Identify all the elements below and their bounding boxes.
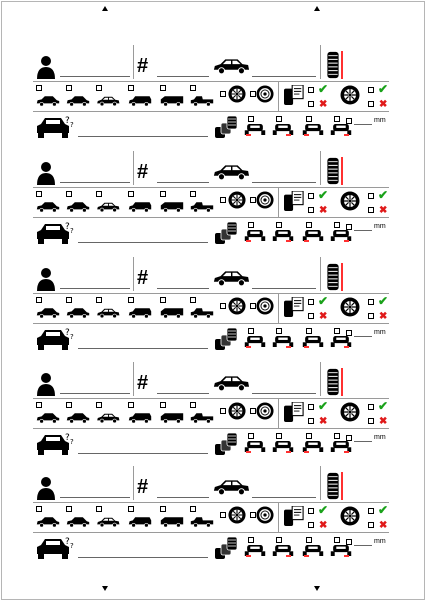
tire-stack-icon	[214, 536, 238, 560]
vehicle-type-checkbox[interactable]	[66, 506, 72, 512]
hatchback-car-icon	[36, 516, 60, 528]
axle-position-checkbox[interactable]	[248, 116, 254, 122]
vehicle-notes-field[interactable]	[78, 453, 208, 454]
car-model-field[interactable]	[252, 393, 316, 394]
wheel-marker	[286, 240, 291, 242]
tire-document-icon	[284, 191, 304, 211]
divider	[133, 45, 134, 79]
divider	[320, 362, 321, 396]
tire-size-icon	[326, 368, 340, 396]
van-icon	[160, 201, 184, 213]
vehicle-notes-field[interactable]	[78, 242, 208, 243]
doc-reject-checkbox[interactable]	[308, 522, 314, 528]
axle-position-checkbox[interactable]	[334, 433, 340, 439]
vehicle-notes-field[interactable]	[78, 136, 208, 137]
vehicle-type-checkbox[interactable]	[160, 402, 166, 408]
tread-depth-checkbox[interactable]	[346, 539, 352, 545]
doc-reject-checkbox[interactable]	[308, 418, 314, 424]
tire-form-block	[0, 466, 425, 566]
tire-form-block	[0, 45, 425, 145]
doc-ok-checkbox[interactable]	[308, 299, 314, 305]
station-wagon-icon	[128, 95, 152, 107]
van-icon	[160, 412, 184, 424]
divider	[278, 187, 279, 217]
customer-name-field[interactable]	[60, 288, 130, 289]
hash-icon: #	[137, 267, 149, 289]
reject-cross-icon: ✖	[319, 311, 328, 322]
station-wagon-icon	[128, 516, 152, 528]
pickup-truck-icon	[190, 201, 214, 213]
divider	[320, 45, 321, 79]
tire-rim-icon	[340, 402, 360, 422]
steel-rim-icon	[256, 85, 274, 103]
tire-document-icon	[284, 85, 304, 105]
wheel-marker	[344, 346, 349, 348]
van-icon	[160, 95, 184, 107]
divider	[320, 257, 321, 291]
hatchback-car-icon	[36, 412, 60, 424]
compact-car-icon	[66, 412, 90, 424]
tire-stack-icon	[214, 327, 238, 351]
vehicle-type-checkbox[interactable]	[36, 297, 42, 303]
doc-ok-checkbox[interactable]	[308, 87, 314, 93]
rim-ok-checkbox[interactable]	[368, 87, 374, 93]
reject-cross-icon: ✖	[319, 205, 328, 216]
doc-ok-checkbox[interactable]	[308, 404, 314, 410]
sedan-car-icon	[212, 374, 250, 392]
axle-position-checkbox[interactable]	[248, 537, 254, 543]
doc-ok-checkbox[interactable]	[308, 193, 314, 199]
vehicle-type-checkbox[interactable]	[66, 85, 72, 91]
tire-stack-icon	[214, 221, 238, 245]
unit-label: mm	[374, 223, 386, 230]
ok-check-icon: ✔	[318, 82, 329, 96]
wheel-marker	[304, 134, 309, 136]
vehicle-type-checkbox[interactable]	[160, 297, 166, 303]
vehicle-type-checkbox[interactable]	[96, 297, 102, 303]
tread-depth-field[interactable]	[354, 545, 372, 546]
hash-icon: #	[137, 55, 149, 77]
tire-size-indicator	[341, 472, 343, 500]
axle-position-checkbox[interactable]	[276, 537, 282, 543]
doc-reject-checkbox[interactable]	[308, 101, 314, 107]
tire-form-block	[0, 362, 425, 462]
divider	[278, 81, 279, 111]
row-separator	[33, 217, 389, 218]
rim-reject-checkbox[interactable]	[368, 101, 374, 107]
ok-check-icon: ✔	[378, 399, 389, 413]
alloy-rim-checkbox[interactable]	[220, 303, 226, 309]
row-separator	[33, 81, 389, 82]
vehicle-type-checkbox[interactable]	[66, 297, 72, 303]
row-separator	[33, 428, 389, 429]
row-separator	[33, 111, 389, 112]
divider	[133, 362, 134, 396]
steel-rim-icon	[256, 402, 274, 420]
tire-rim-icon	[340, 191, 360, 211]
tread-depth-field[interactable]	[354, 441, 372, 442]
station-wagon-icon	[128, 307, 152, 319]
vehicle-type-checkbox[interactable]	[160, 85, 166, 91]
person-icon	[36, 476, 56, 500]
pickup-truck-icon	[190, 95, 214, 107]
ok-check-icon: ✔	[318, 188, 329, 202]
crop-mark-bottom-left	[102, 586, 108, 591]
vehicle-type-checkbox[interactable]	[36, 191, 42, 197]
row-separator	[33, 398, 389, 399]
vehicle-notes-field[interactable]	[78, 348, 208, 349]
plate-number-field[interactable]	[157, 393, 209, 394]
hash-icon: #	[137, 161, 149, 183]
reject-cross-icon: ✖	[319, 416, 328, 427]
rim-ok-checkbox[interactable]	[368, 404, 374, 410]
steel-rim-icon	[256, 191, 274, 209]
compact-car-icon	[66, 201, 90, 213]
divider	[278, 502, 279, 532]
tire-form-block	[0, 151, 425, 251]
rim-reject-checkbox[interactable]	[368, 313, 374, 319]
alloy-rim-icon	[228, 506, 246, 524]
wheel-marker	[286, 451, 291, 453]
doc-ok-checkbox[interactable]	[308, 508, 314, 514]
vehicle-type-checkbox[interactable]	[160, 506, 166, 512]
tire-rim-icon	[340, 297, 360, 317]
axle-position-checkbox[interactable]	[276, 222, 282, 228]
axle-position-checkbox[interactable]	[306, 116, 312, 122]
axle-position-checkbox[interactable]	[276, 328, 282, 334]
reject-cross-icon: ✖	[319, 99, 328, 110]
wheel-marker	[246, 240, 251, 242]
rim-ok-checkbox[interactable]	[368, 299, 374, 305]
wheel-marker	[246, 346, 251, 348]
axle-position-checkbox[interactable]	[306, 328, 312, 334]
vehicle-type-checkbox[interactable]	[128, 191, 134, 197]
alloy-rim-icon	[228, 85, 246, 103]
rim-reject-checkbox[interactable]	[368, 418, 374, 424]
reject-cross-icon: ✖	[379, 416, 388, 427]
wheel-marker	[286, 134, 291, 136]
unit-label: mm	[374, 117, 386, 124]
unit-label: mm	[374, 329, 386, 336]
tire-stack-icon	[214, 432, 238, 456]
wheel-marker	[246, 451, 251, 453]
doc-reject-checkbox[interactable]	[308, 207, 314, 213]
sedan-car-icon	[212, 57, 250, 75]
sedan-car-icon	[212, 478, 250, 496]
divider	[278, 398, 279, 428]
wheel-marker	[286, 555, 291, 557]
axle-position-checkbox[interactable]	[276, 433, 282, 439]
rim-ok-checkbox[interactable]	[368, 508, 374, 514]
customer-name-field[interactable]	[60, 182, 130, 183]
alloy-rim-checkbox[interactable]	[220, 91, 226, 97]
station-wagon-icon	[128, 201, 152, 213]
divider	[133, 257, 134, 291]
tire-size-icon	[326, 472, 340, 500]
steel-rim-icon	[256, 297, 274, 315]
ok-check-icon: ✔	[378, 188, 389, 202]
hatchback-car-icon	[36, 307, 60, 319]
rim-ok-checkbox[interactable]	[368, 193, 374, 199]
row-separator	[33, 293, 389, 294]
axle-position-checkbox[interactable]	[334, 537, 340, 543]
van-icon	[160, 307, 184, 319]
ok-check-icon: ✔	[318, 503, 329, 517]
divider	[133, 466, 134, 500]
car-question-icon	[35, 432, 75, 456]
divider	[320, 151, 321, 185]
vehicle-type-checkbox[interactable]	[36, 85, 42, 91]
sedan-car-icon	[96, 412, 120, 424]
sedan-car-icon	[96, 307, 120, 319]
sedan-car-icon	[96, 95, 120, 107]
tire-size-indicator	[341, 263, 343, 291]
vehicle-type-checkbox[interactable]	[96, 191, 102, 197]
ok-check-icon: ✔	[378, 294, 389, 308]
car-model-field[interactable]	[252, 76, 316, 77]
tread-depth-field[interactable]	[354, 230, 372, 231]
tire-rim-icon	[340, 506, 360, 526]
rim-reject-checkbox[interactable]	[368, 522, 374, 528]
compact-car-icon	[66, 307, 90, 319]
person-icon	[36, 267, 56, 291]
vehicle-type-checkbox[interactable]	[190, 402, 196, 408]
row-separator	[33, 502, 389, 503]
divider	[133, 151, 134, 185]
axle-position-checkbox[interactable]	[306, 222, 312, 228]
wheel-marker	[304, 555, 309, 557]
plate-number-field[interactable]	[157, 497, 209, 498]
reject-cross-icon: ✖	[379, 99, 388, 110]
plate-number-field[interactable]	[157, 76, 209, 77]
pickup-truck-icon	[190, 516, 214, 528]
vehicle-type-checkbox[interactable]	[36, 506, 42, 512]
wheel-marker	[344, 555, 349, 557]
hash-icon: #	[137, 476, 149, 498]
vehicle-type-checkbox[interactable]	[66, 402, 72, 408]
unit-label: mm	[374, 434, 386, 441]
tire-document-icon	[284, 506, 304, 526]
vehicle-type-checkbox[interactable]	[96, 506, 102, 512]
row-separator	[33, 532, 389, 533]
vehicle-type-checkbox[interactable]	[128, 506, 134, 512]
divider	[278, 293, 279, 323]
axle-position-checkbox[interactable]	[334, 328, 340, 334]
vehicle-type-checkbox[interactable]	[128, 85, 134, 91]
hatchback-car-icon	[36, 95, 60, 107]
tire-document-icon	[284, 297, 304, 317]
sedan-car-icon	[96, 516, 120, 528]
axle-position-checkbox[interactable]	[276, 116, 282, 122]
pickup-truck-icon	[190, 307, 214, 319]
ok-check-icon: ✔	[378, 503, 389, 517]
tread-depth-field[interactable]	[354, 124, 372, 125]
ok-check-icon: ✔	[318, 294, 329, 308]
wheel-marker	[344, 240, 349, 242]
car-model-field[interactable]	[252, 497, 316, 498]
axle-position-checkbox[interactable]	[248, 328, 254, 334]
axle-position-checkbox[interactable]	[334, 116, 340, 122]
hash-icon: #	[137, 372, 149, 394]
vehicle-type-checkbox[interactable]	[128, 402, 134, 408]
sedan-car-icon	[96, 201, 120, 213]
tread-depth-checkbox[interactable]	[346, 224, 352, 230]
vehicle-notes-field[interactable]	[78, 557, 208, 558]
customer-name-field[interactable]	[60, 497, 130, 498]
person-icon	[36, 372, 56, 396]
tire-size-indicator	[341, 51, 343, 79]
crop-mark-bottom-right	[314, 586, 320, 591]
car-question-icon	[35, 536, 75, 560]
compact-car-icon	[66, 516, 90, 528]
wheel-marker	[286, 346, 291, 348]
alloy-rim-icon	[228, 191, 246, 209]
vehicle-type-checkbox[interactable]	[36, 402, 42, 408]
car-model-field[interactable]	[252, 288, 316, 289]
car-model-field[interactable]	[252, 182, 316, 183]
wheel-marker	[344, 451, 349, 453]
row-separator	[33, 323, 389, 324]
reject-cross-icon: ✖	[379, 311, 388, 322]
alloy-rim-checkbox[interactable]	[220, 408, 226, 414]
van-icon	[160, 516, 184, 528]
vehicle-type-checkbox[interactable]	[190, 506, 196, 512]
doc-reject-checkbox[interactable]	[308, 313, 314, 319]
tread-depth-checkbox[interactable]	[346, 330, 352, 336]
tread-depth-checkbox[interactable]	[346, 118, 352, 124]
vehicle-type-checkbox[interactable]	[128, 297, 134, 303]
tire-document-icon	[284, 402, 304, 422]
vehicle-type-checkbox[interactable]	[96, 402, 102, 408]
reject-cross-icon: ✖	[319, 520, 328, 531]
axle-position-checkbox[interactable]	[248, 433, 254, 439]
tire-rim-icon	[340, 85, 360, 105]
axle-position-checkbox[interactable]	[306, 537, 312, 543]
reject-cross-icon: ✖	[379, 520, 388, 531]
steel-rim-icon	[256, 506, 274, 524]
tire-stack-icon	[214, 115, 238, 139]
tread-depth-field[interactable]	[354, 336, 372, 337]
wheel-marker	[246, 134, 251, 136]
vehicle-type-checkbox[interactable]	[190, 297, 196, 303]
ok-check-icon: ✔	[378, 82, 389, 96]
tire-size-icon	[326, 263, 340, 291]
pickup-truck-icon	[190, 412, 214, 424]
row-separator	[33, 187, 389, 188]
crop-mark-top-left	[102, 6, 108, 11]
divider	[320, 466, 321, 500]
axle-position-checkbox[interactable]	[248, 222, 254, 228]
tire-size-indicator	[341, 368, 343, 396]
axle-position-checkbox[interactable]	[306, 433, 312, 439]
vehicle-type-checkbox[interactable]	[190, 85, 196, 91]
wheel-marker	[304, 451, 309, 453]
tire-size-indicator	[341, 157, 343, 185]
alloy-rim-icon	[228, 297, 246, 315]
plate-number-field[interactable]	[157, 182, 209, 183]
vehicle-type-checkbox[interactable]	[96, 85, 102, 91]
reject-cross-icon: ✖	[379, 205, 388, 216]
unit-label: mm	[374, 538, 386, 545]
wheel-marker	[304, 346, 309, 348]
compact-car-icon	[66, 95, 90, 107]
customer-name-field[interactable]	[60, 393, 130, 394]
hatchback-car-icon	[36, 201, 60, 213]
tire-form-block	[0, 257, 425, 357]
tire-size-icon	[326, 51, 340, 79]
alloy-rim-icon	[228, 402, 246, 420]
wheel-marker	[246, 555, 251, 557]
ok-check-icon: ✔	[318, 399, 329, 413]
axle-position-checkbox[interactable]	[334, 222, 340, 228]
vehicle-type-checkbox[interactable]	[160, 191, 166, 197]
alloy-rim-checkbox[interactable]	[220, 512, 226, 518]
alloy-rim-checkbox[interactable]	[220, 197, 226, 203]
person-icon	[36, 55, 56, 79]
customer-name-field[interactable]	[60, 76, 130, 77]
car-question-icon	[35, 115, 75, 139]
car-question-icon	[35, 221, 75, 245]
person-icon	[36, 161, 56, 185]
rim-reject-checkbox[interactable]	[368, 207, 374, 213]
sedan-car-icon	[212, 269, 250, 287]
sedan-car-icon	[212, 163, 250, 181]
tread-depth-checkbox[interactable]	[346, 435, 352, 441]
wheel-marker	[304, 240, 309, 242]
tire-size-icon	[326, 157, 340, 185]
car-question-icon	[35, 327, 75, 351]
vehicle-type-checkbox[interactable]	[66, 191, 72, 197]
crop-mark-top-right	[314, 6, 320, 11]
plate-number-field[interactable]	[157, 288, 209, 289]
station-wagon-icon	[128, 412, 152, 424]
wheel-marker	[344, 134, 349, 136]
vehicle-type-checkbox[interactable]	[190, 191, 196, 197]
